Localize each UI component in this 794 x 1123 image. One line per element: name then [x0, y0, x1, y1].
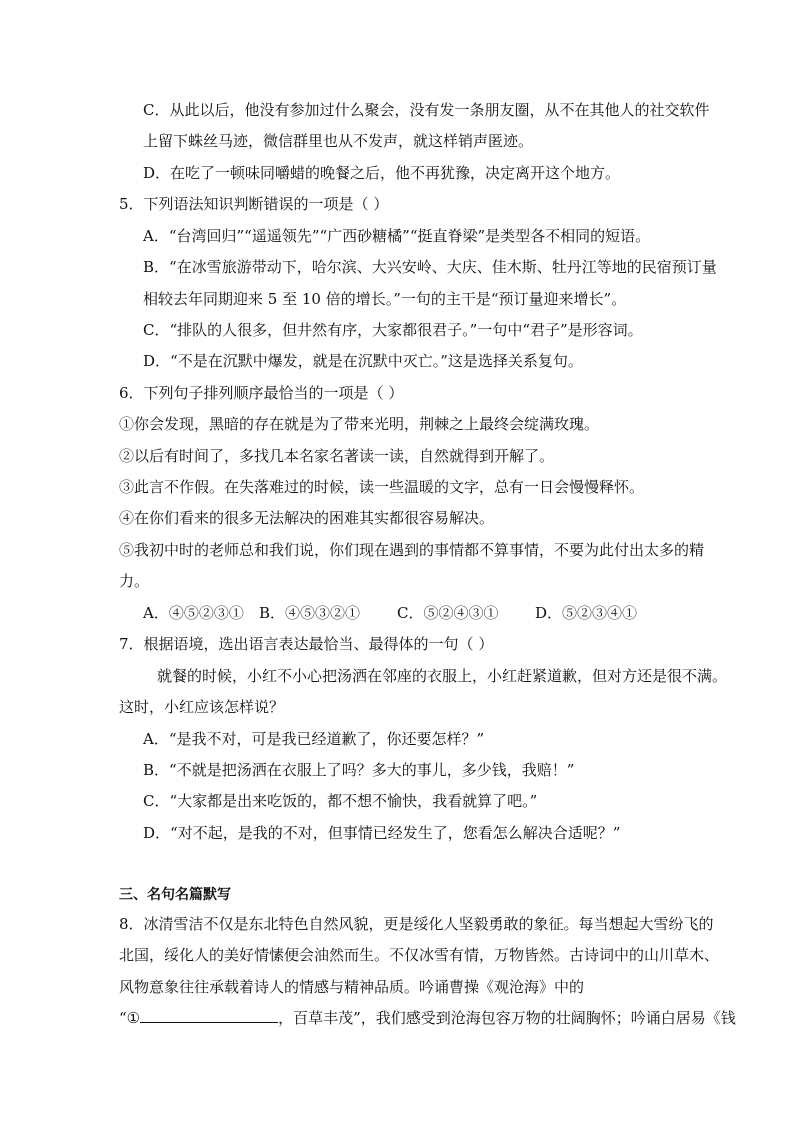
q5-option-c: C．“排队的人很多，但井然有序，大家都很君子。”一句中“君子”是形容词。 [143, 321, 643, 339]
q6-option-c: C．⑤②④③① [397, 604, 499, 622]
q7-stem: 7．根据语境，选出语言表达最恰当、最得体的一句（ ） [119, 635, 494, 653]
q8-line4-prefix: “① [119, 1009, 141, 1027]
q6-sentence-2: ②以后有时间了，多找几本名家名著读一读，自然就得到开解了。 [119, 447, 555, 465]
section-heading: 三、名句名篇默写 [119, 887, 231, 903]
q6-sentence-5-line2: 力。 [119, 572, 150, 590]
q5-option-d: D．“不是在沉默中爆发，就是在沉默中灭亡。”这是选择关系复句。 [143, 352, 583, 370]
q7-context-line1: 就餐的时候，小红不小心把汤洒在邻座的衣服上，小红赶紧道歉，但对方还是很不满。 [157, 667, 728, 685]
q6-sentence-3: ③此言不作假。在失落难过的时候，读一些温暖的文字，总有一日会慢慢释怀。 [119, 478, 645, 496]
q7-option-d: D．“对不起，是我的不对，但事情已经发生了，您看怎么解决合适呢？” [143, 824, 621, 842]
q5-stem: 5．下列语法知识判断错误的一项是（ ） [119, 195, 389, 213]
q5-option-a: A．“台湾回归”“遥遥领先”“广西砂糖橘”“挺直脊梁”是类型各不相同的短语。 [143, 227, 651, 245]
q6-sentence-1: ①你会发现，黑暗的存在就是为了带来光明，荆棘之上最终会绽满玫瑰。 [119, 415, 600, 433]
answer-blank-1[interactable] [140, 1008, 278, 1023]
q6-option-d: D．⑤②③④① [535, 604, 638, 622]
q8-line2: 北国，绥化人的美好情愫便会油然而生。不仅冰雪有情，万物皆然。古诗词中的山川草木、 [119, 946, 720, 964]
q5-option-b-line1: B．“在冰雪旅游带动下，哈尔滨、大兴安岭、大庆、佳木斯、牡丹江等地的民宿预订量 [143, 258, 717, 276]
q7-option-c: C．“大家都是出来吃饭的，都不想不愉快，我看就算了吧。” [143, 792, 538, 810]
q4-option-c-line1: C．从此以后，他没有参加过什么聚会，没有发一条朋友圈，从不在其他人的社交软件 [143, 101, 710, 119]
q8-line4 [119, 1008, 736, 1028]
q8-line1: 8．冰清雪洁不仅是东北特色自然风貌，更是绥化人坚毅勇敢的象征。每当想起大雪纷飞的 [119, 915, 714, 933]
q4-option-d: D．在吃了一顿味同嚼蜡的晚餐之后，他不再犹豫，决定离开这个地方。 [143, 164, 621, 182]
q8-line4-suffix: ，百草丰茂”，我们感受到沧海包容万物的壮阔胸怀；吟诵白居易《钱 [278, 1009, 736, 1027]
q7-option-a: A．“是我不对，可是我已经道歉了，你还要怎样？” [143, 730, 485, 748]
q5-option-b-line2: 相较去年同期迎来 5 至 10 倍的增长。”一句的主干是“预订量迎来增长”。 [143, 290, 627, 308]
q6-option-a: A．④⑤②③① [143, 604, 244, 622]
q7-context-line2: 这时，小红应该怎样说？ [119, 698, 285, 716]
q6-stem: 6．下列句子排列顺序最恰当的一项是（ ） [119, 384, 404, 402]
q6-sentence-4: ④在你们看来的很多无法解决的困难其实都很容易解决。 [119, 509, 495, 527]
q8-line3: 风物意象往往承载着诗人的情感与精神品质。吟诵曹操《观沧海》中的 [119, 978, 585, 996]
q6-options [143, 603, 637, 623]
q4-option-c-line2: 上留下蛛丝马迹，微信群里也从不发声，就这样销声匿迹。 [143, 132, 534, 150]
q7-option-b: B．“不就是把汤洒在衣服上了吗？多大的事儿，多少钱，我赔！” [143, 761, 575, 779]
q6-sentence-5-line1: ⑤我初中时的老师总和我们说，你们现在遇到的事情都不算事情，不要为此付出太多的精 [119, 541, 705, 559]
q6-option-b: B．④⑤③②① [259, 604, 361, 622]
